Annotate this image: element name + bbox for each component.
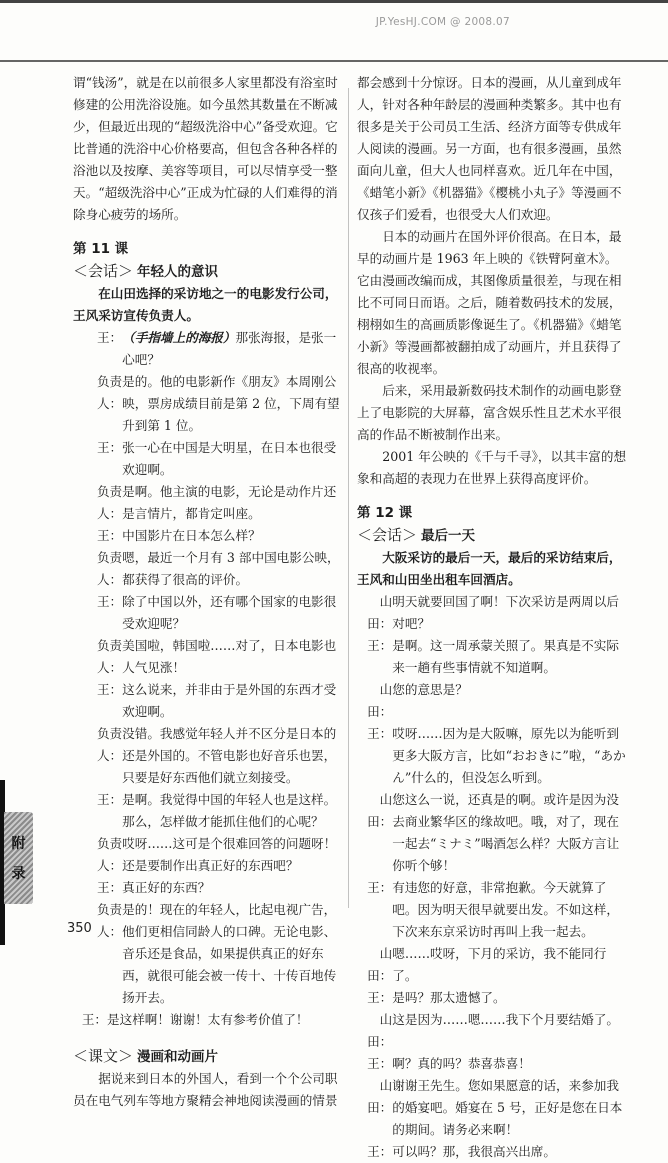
dialogue-line xyxy=(73,789,345,833)
dialogue-section-heading xyxy=(357,524,629,547)
speaker: 王： xyxy=(96,440,123,455)
speech-text: 除了中国以外，还有哪个国家的电影很受欢迎呢？ xyxy=(122,594,337,631)
dialogue-line xyxy=(357,789,629,877)
dialogue-line xyxy=(73,327,345,371)
dialogue-line xyxy=(357,877,629,943)
speaker: 王： xyxy=(367,880,393,895)
dialogue-line xyxy=(357,723,629,789)
speaker: 负责人： xyxy=(96,902,123,939)
speech-text: 这么说来，并非由于是外国的东西才受欢迎啊。 xyxy=(122,682,337,719)
dialogue-line xyxy=(357,1075,629,1141)
dialogue-list xyxy=(73,327,345,1031)
speech xyxy=(122,327,345,371)
speaker: 王： xyxy=(367,1056,393,1071)
header-rule xyxy=(0,60,668,62)
dialogue-line xyxy=(357,943,629,987)
speech-text: 啊？真的吗？恭喜恭喜！ xyxy=(392,1056,531,1071)
speech-text: 嗯……哎呀，下月的采访，我不能同行了。 xyxy=(392,946,607,983)
speech-text: 是的！现在的年轻人，比起电视广告，他们更相信同龄人的口碑。无论电影、音乐还是食品，如果提供真正的好东西，就很可能会被一传十、十传百地传扬开去。 xyxy=(122,902,337,1005)
dialogue-line xyxy=(357,591,629,635)
dialogue-section-heading xyxy=(73,260,345,283)
section-bracket-label: ＜会话＞ xyxy=(73,262,134,280)
speech-text: 是这样啊！谢谢！太有参考价值了！ xyxy=(107,1012,309,1027)
speech-text: 可以吗？那，我很高兴出席。 xyxy=(392,1144,556,1159)
speech-text: 美国啦，韩国啦……对了，日本电影也人气见涨！ xyxy=(122,638,337,675)
text-paragraph: 日本的动画片在国外评价很高。在日本，最早的动画片是 1963 年上映的《铁臂阿童木》。它由漫画改编而成，其图像质量很差，与现在相比不可同日而语。之后，随着数码技术的发展，栩栩如生的高画质影像诞生了。《机器猫》《蜡笔小新》等漫画都被翻拍成了动画片，并且获得了很高的收视率。 xyxy=(357,229,622,376)
dialogue-line xyxy=(357,1141,629,1163)
page-number: 350 xyxy=(67,921,92,936)
speaker: 王： xyxy=(96,682,123,697)
dialogue-line xyxy=(357,635,629,679)
text-paragraph: 2001 年公映的《千与千寻》，以其丰富的想象和高超的表现力在世界上获得高度评价。 xyxy=(357,449,627,486)
dialogue-line xyxy=(73,525,345,547)
speech-text: 是啊。我觉得中国的年轻人也是这样。那么，怎样做才能抓住他们的心呢？ xyxy=(122,792,337,829)
dialogue-line xyxy=(73,1009,345,1031)
text-section-heading xyxy=(73,1045,345,1068)
speech-text: 您的意思是？ xyxy=(392,682,468,697)
speech-text: 是的。他的电影新作《朋友》本周刚公映，票房成绩目前是第 2 位，下周有望升到第 1 位。 xyxy=(122,374,340,433)
dialogue-line xyxy=(73,437,345,481)
speaker: 王： xyxy=(96,528,123,543)
dialogue-intro: 在山田选择的采访地之一的电影发行公司，王风采访宣传负责人。 xyxy=(73,286,338,323)
speech-text: 谢谢王先生。您如果愿意的话，来参加我的婚宴吧。婚宴在 5 号，正好是您在日本的期间。请务必来啊！ xyxy=(392,1078,623,1137)
dialogue-line xyxy=(73,591,345,635)
dialogue-line xyxy=(73,877,345,899)
speaker: 王： xyxy=(81,1012,108,1027)
right-column xyxy=(357,72,629,1163)
speech-text: 真正好的东西？ xyxy=(122,880,211,895)
speaker: 王： xyxy=(96,330,123,345)
speech-text: 是啊。这一周承蒙关照了。果真是不实际来一趟有些事情就不知道啊。 xyxy=(392,638,619,675)
speech-text: 没错。我感觉年轻人并不区分是日本的还是外国的。不管电影也好音乐也罢，只要是好东西他们就立刻接受。 xyxy=(122,726,337,785)
speech-text: 张一心在中国是大明星，在日本也很受欢迎啊。 xyxy=(122,440,337,477)
speaker: 山田： xyxy=(367,1012,393,1049)
text-paragraph: 都会感到十分惊讶。日本的漫画，从儿童到成年人，针对各种年龄层的漫画种类繁多。其中也有很多是关于公司员工生活、经济方面等专供成年人阅读的漫画。另一方面，也有很多漫画，虽然面向儿童，但大人也同样喜欢。近几年在中国，《蜡笔小新》《机器猫》《樱桃小丸子》等漫画不仅孩子们爱看，也很受大人们欢迎。 xyxy=(357,75,622,222)
speaker: 山田： xyxy=(367,682,393,719)
section-title: 漫画和动画片 xyxy=(137,1049,219,1065)
dialogue-line xyxy=(73,833,345,877)
text-paragraph: 据说来到日本的外国人，看到一个个公司职员在电气列车等地方聚精会神地阅读漫画的情景 xyxy=(73,1071,338,1108)
lesson-12-title: 第 12 课 xyxy=(357,505,413,521)
speaker: 王： xyxy=(367,638,393,653)
dialogue-line xyxy=(73,371,345,437)
speaker: 负责人： xyxy=(96,550,123,587)
speech-text: 这是因为……嗯……我下个月要结婚了。 xyxy=(392,1012,619,1027)
section-title: 年轻人的意识 xyxy=(137,264,219,280)
appendix-tab-char: 附 xyxy=(11,836,26,852)
speaker: 王： xyxy=(367,1144,393,1159)
speaker: 负责人： xyxy=(96,374,123,411)
speaker: 王： xyxy=(367,990,393,1005)
dialogue-intro: 大阪采访的最后一天，最后的采访结束后，王风和山田坐出租车回酒店。 xyxy=(357,550,622,587)
dialogue-line xyxy=(73,635,345,679)
speaker: 负责人： xyxy=(96,638,123,675)
speaker: 王： xyxy=(96,880,123,895)
dialogue-line xyxy=(73,723,345,789)
dialogue-line xyxy=(357,1053,629,1075)
dialogue-line xyxy=(73,899,345,1009)
speech-text: 那张海报，是张一心吧？ xyxy=(122,330,337,367)
speech-text: 您这么一说，还真是的啊。或许是因为没去商业繁华区的缘故吧。哦，对了，现在一起去“ミナミ”喝酒怎么样？大阪方言让你听个够！ xyxy=(392,792,620,873)
speaker: 山田： xyxy=(367,594,393,631)
speaker: 王： xyxy=(367,726,393,741)
section-title: 最后一天 xyxy=(421,528,476,544)
appendix-tab xyxy=(4,812,33,904)
speech-text: 是啊。他主演的电影，无论是动作片还是言情片，都肯定叫座。 xyxy=(122,484,337,521)
dialogue-line xyxy=(357,1009,629,1053)
watermark: JP.YesHJ.COM @ 2008.07 xyxy=(375,16,510,28)
section-bracket-label: ＜课文＞ xyxy=(73,1047,134,1065)
speaker: 负责人： xyxy=(96,836,123,873)
opening-paragraph: 谓“钱汤”，就是在以前很多人家里都没有浴室时修建的公用洗浴设施。如今虽然其数量在不断减少，但最近出现的“超级洗浴中心”备受欢迎。它比普通的洗浴中心价格要高，但包含各种各样的浴池以及按摩、美容等项目，可以尽情享受一整天。“超级洗浴中心”正成为忙碌的人们难得的消除身心疲劳的场所。 xyxy=(73,75,338,222)
speaker: 山田： xyxy=(367,946,393,983)
speech-text: 哎呀……这可是个很难回答的问题呀！还是要制作出真正好的东西吧？ xyxy=(122,836,337,873)
speaker: 山田： xyxy=(367,792,393,829)
speaker: 山田： xyxy=(367,1078,393,1115)
speech-text: 嗯，最近一个月有 3 部中国电影公映，都获得了很高的评价。 xyxy=(122,550,340,587)
dialogue-line xyxy=(357,987,629,1009)
dialogue-line xyxy=(73,481,345,525)
speech-text: 中国影片在日本怎么样？ xyxy=(122,528,261,543)
lesson-11-title: 第 11 课 xyxy=(73,241,129,257)
speech-text: 明天就要回国了啊！下次采访是两周以后对吧？ xyxy=(392,594,619,631)
speaker: 负责人： xyxy=(96,484,123,521)
dialogue-line xyxy=(73,547,345,591)
appendix-tab-char: 录 xyxy=(11,866,26,882)
speech-text: 有违您的好意，非常抱歉。今天就算了吧。因为明天很早就要出发。不如这样，下次来东京采访时再叫上我一起去。 xyxy=(392,880,619,939)
text-paragraph: 后来，采用最新数码技术制作的动画电影登上了电影院的大屏幕，富含娱乐性且艺术水平很高的作品不断被制作出来。 xyxy=(357,383,622,442)
dialogue-list xyxy=(357,591,629,1163)
speaker: 负责人： xyxy=(96,726,123,763)
speech-text: 是吗？那太遗憾了。 xyxy=(392,990,506,1005)
left-column xyxy=(73,72,345,1112)
top-edge-rule xyxy=(0,0,668,3)
speaker: 王： xyxy=(96,594,123,609)
section-bracket-label: ＜会话＞ xyxy=(357,526,418,544)
speech-text: 哎呀……因为是大阪嘛，原先以为能听到更多大阪方言，比如“おおきに”啦，“あかん”什么的，但没怎么听到。 xyxy=(392,726,626,785)
dialogue-line xyxy=(357,679,629,723)
stage-direction: （手指墙上的海报） xyxy=(122,330,236,345)
column-divider xyxy=(348,88,349,908)
speaker: 王： xyxy=(96,792,123,807)
dialogue-line xyxy=(73,679,345,723)
